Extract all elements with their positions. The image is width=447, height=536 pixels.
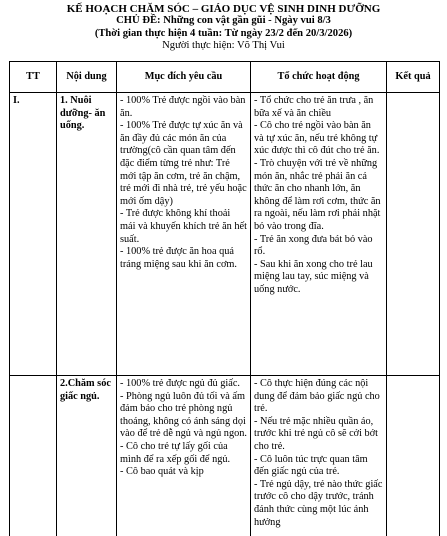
row-number bbox=[10, 376, 57, 536]
purpose-item: - Phòng ngủ luôn đủ tối và ấm đảm bảo cho trẻ phòng ngủ thoáng, không có ánh sáng dọi vào để trẻ dễ ngủ và ngủ ngon. bbox=[120, 390, 247, 440]
activity-item: - Trẻ ăn xong đưa bát bỏ vào rổ. bbox=[254, 233, 373, 258]
activity-item: - Trò chuyện với trẻ về những món ăn, nhắc trẻ phải ăn cả thức ăn cho nhanh lớn, ăn không để làm rơi cơm, thức ăn ra ngoài, nếu làm rơi phải nhặt bỏ vào trong đĩa. bbox=[254, 157, 381, 232]
column-header-tt: TT bbox=[10, 62, 57, 93]
activity-item: - Cô cho trẻ ngồi vào bàn ăn và tự xúc ăn, nếu trẻ không tự xúc được thì cô đút cho trẻ ăn. bbox=[254, 120, 380, 157]
row-activities bbox=[251, 376, 387, 536]
activity-item: - Trẻ ngủ dậy, trẻ nào thức giấc trước cô cho dậy trước, tránh đánh thức cùng một lúc ảnh hưởng bbox=[254, 478, 383, 528]
purpose-item: - Cô cho trẻ tự lấy gối của mình để ra xếp gối để ngủ. bbox=[120, 440, 231, 465]
duration-line: (Thời gian thực hiện 4 tuần: Từ ngày 23/2 đến 20/3/2026) bbox=[94, 27, 353, 39]
purpose-item: - 100% trẻ được ăn hoa quả tráng miệng sau khi ăn cơm. bbox=[120, 246, 237, 270]
table-header-row bbox=[10, 62, 440, 93]
care-plan-table bbox=[9, 61, 440, 536]
row-activities bbox=[251, 93, 387, 376]
column-header-activities: Tổ chức hoạt động bbox=[251, 62, 387, 93]
column-header-result: Kết quả bbox=[387, 62, 440, 93]
table-row bbox=[10, 376, 440, 536]
row-content: 2.Chăm sóc giấc ngủ. bbox=[57, 376, 117, 536]
purpose-item: - Cô bao quát và kịp bbox=[120, 466, 204, 478]
activity-item: - Sau khi ăn xong cho trẻ lau miệng lau tay, súc miệng và uống nước. bbox=[254, 258, 373, 295]
document-header bbox=[0, 0, 447, 53]
row-result bbox=[387, 376, 440, 536]
table-row bbox=[10, 93, 440, 376]
row-number: I. bbox=[10, 93, 57, 376]
activity-item: - Cô thực hiện đúng các nội dung để đảm bảo giấc ngủ cho trẻ. bbox=[254, 378, 380, 415]
activity-item: - Cô luôn túc trực quan tâm đến giấc ngủ của trẻ. bbox=[254, 453, 368, 478]
row-purpose bbox=[117, 93, 251, 376]
activity-item: - Nếu trẻ mặc nhiều quần áo, trước khi trẻ ngủ cô sẽ cởi bớt cho trẻ. bbox=[254, 415, 378, 452]
activity-item: - Tổ chức cho trẻ ăn trưa , ăn bữa xế và ăn chiều bbox=[254, 95, 374, 119]
row-content: 1. Nuôi dưỡng- ăn uống. bbox=[57, 93, 117, 376]
column-header-purpose: Mục đích yêu cầu bbox=[117, 62, 251, 93]
column-header-content: Nội dung bbox=[57, 62, 117, 93]
author-line: Người thực hiện: Võ Thị Vui bbox=[162, 40, 285, 52]
purpose-item: - 100% Trẻ được tự xúc ăn và ăn đầy đủ các món ăn của trường(cô cần quan tâm đến đặc điểm từng trẻ như: Trẻ mới tập ăn cơm, trẻ ăn chậm, trẻ mới đi nhà trẻ, trẻ yếu hoặc mới ốm dậy) bbox=[120, 120, 247, 207]
plan-title: KẾ HOẠCH CHĂM SÓC – GIÁO DỤC VỆ SINH DINH DƯỠNG bbox=[66, 3, 381, 15]
row-purpose bbox=[117, 376, 251, 536]
purpose-item: - 100% trẻ được ngủ đủ giấc. bbox=[120, 378, 240, 389]
purpose-item: - Trẻ được không khí thoải mái và khuyến khích trẻ ăn hết suất. bbox=[120, 208, 247, 245]
topic-line: CHỦ ĐỀ: Những con vật gần gũi - Ngày vui 8/3 bbox=[116, 15, 331, 27]
purpose-item: - 100% Trẻ được ngồi vào bàn ăn. bbox=[120, 95, 246, 119]
row-result bbox=[387, 93, 440, 376]
